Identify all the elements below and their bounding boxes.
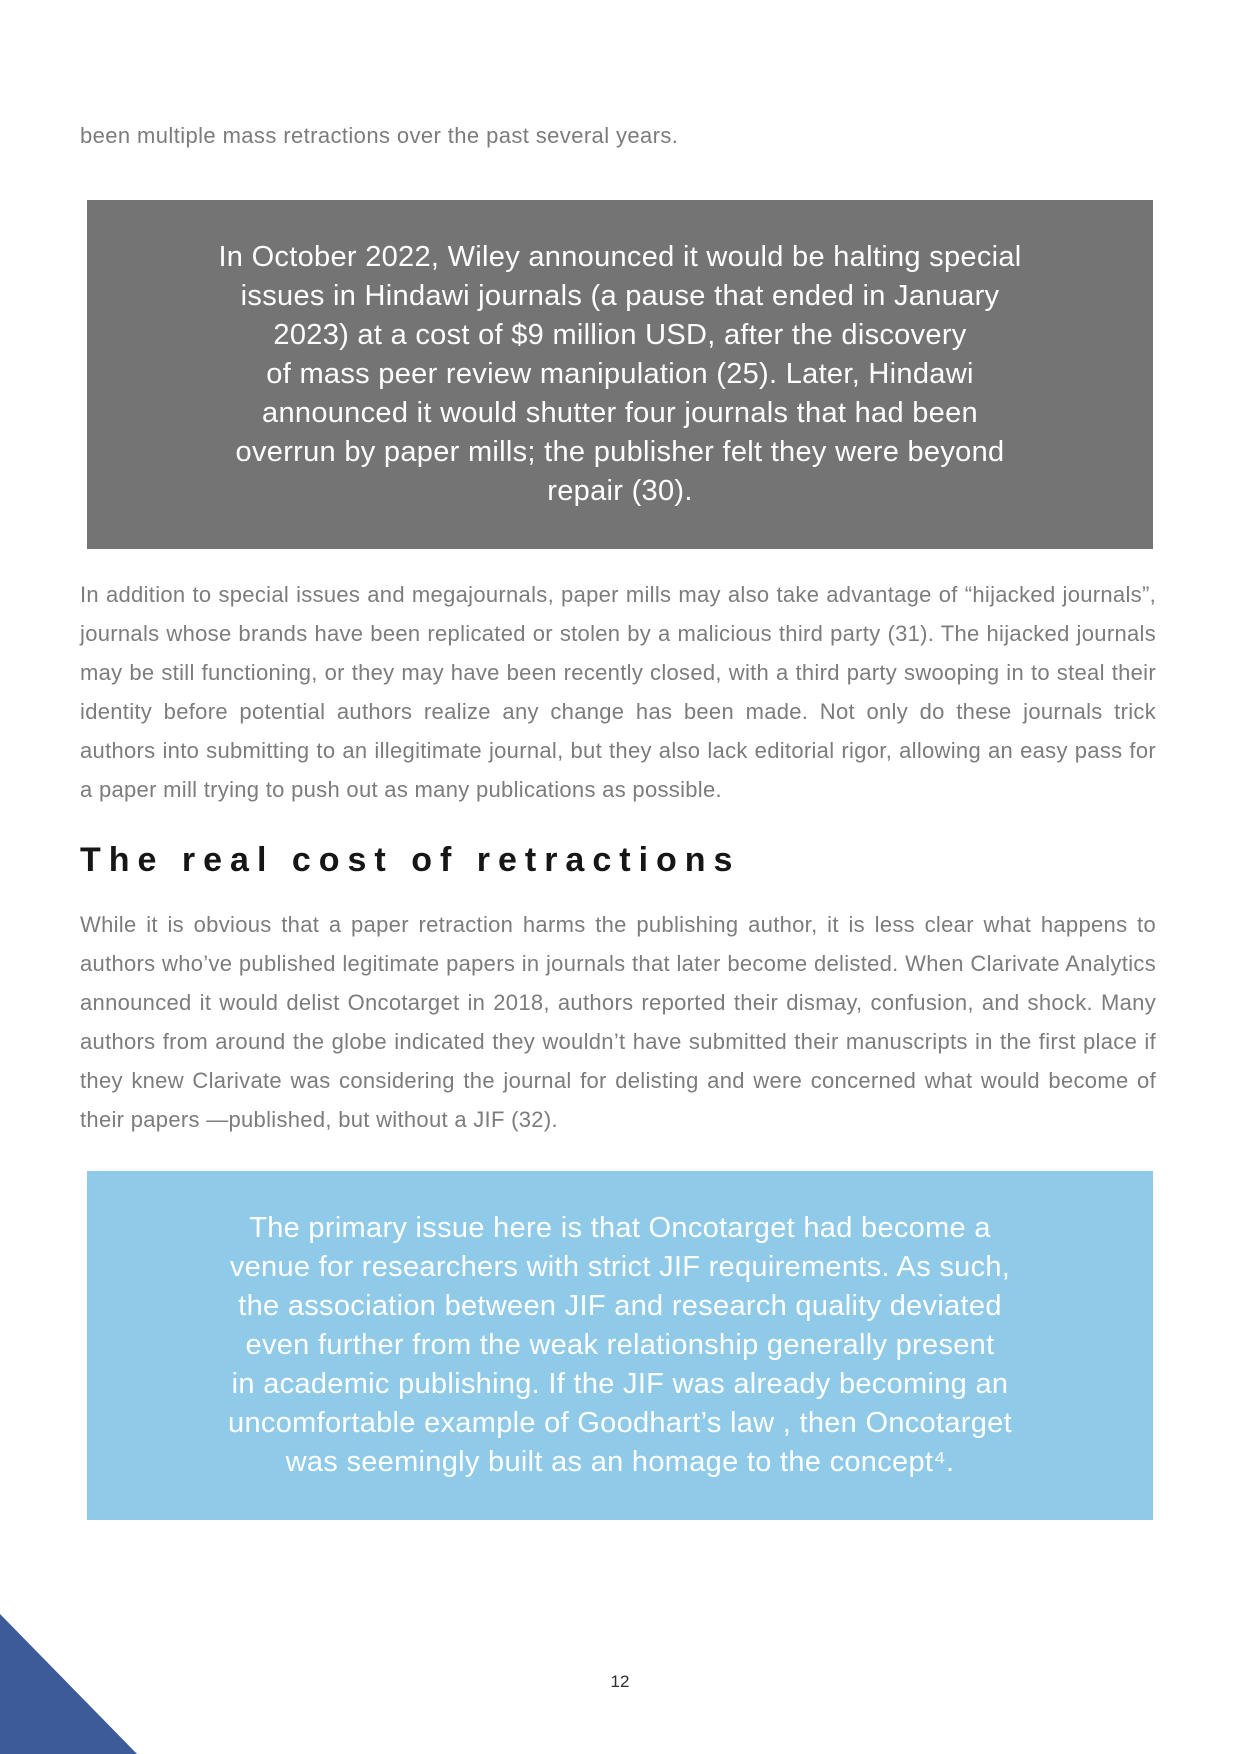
callout-line: was seemingly built as an homage to the concept⁴. (285, 1446, 955, 1478)
intro-continuation-text: been multiple mass retractions over the past several years. (80, 123, 679, 148)
callout-line: 2023) at a cost of $9 million USD, after the discovery (273, 319, 967, 351)
callout-line: in academic publishing. If the JIF was already becoming an (231, 1368, 1009, 1400)
blue-callout-box (87, 1171, 1153, 1520)
callout-line: announced it would shutter four journals that had been (262, 397, 978, 429)
section-heading: The real cost of retractions (80, 841, 741, 879)
callout-line: The primary issue here is that Oncotarget had become a (249, 1212, 991, 1244)
callout-line: overrun by paper mills; the publisher felt they were beyond (235, 436, 1005, 468)
callout-line: even further from the weak relationship generally present (245, 1329, 995, 1361)
gray-callout-box (87, 200, 1153, 549)
paragraph-hijacked-journals: In addition to special issues and megajournals, paper mills may also take advantage of “hijacked journals”, journals whose brands have been replicated or stolen by a malicious third party (31). The hijacked journals may be still functioning, or they may have been recently closed, with a third party swooping in to steal their identity before potential authors realize any change has been made. Not only do these journals trick authors into submitting to an illegitimate journal, but they also lack editorial rigor, allowing an easy pass for a paper mill trying to push out as many publications as possible. (80, 582, 1156, 802)
callout-line: issues in Hindawi journals (a pause that ended in January (240, 280, 1000, 312)
callout-line: uncomfortable example of Goodhart’s law , then Oncotarget (228, 1407, 1012, 1439)
callout-line: In October 2022, Wiley announced it would be halting special (218, 241, 1022, 273)
callout-line: repair (30). (547, 475, 693, 507)
paragraph-retraction-cost: While it is obvious that a paper retraction harms the publishing author, it is less clear what happens to authors who’ve published legitimate papers in journals that later become delisted. When Clarivate Analytics announced it would delist Oncotarget in 2018, authors reported their dismay, confusion, and shock. Many authors from around the globe indicated they wouldn’t have submitted their manuscripts in the first place if they knew Clarivate was considering the journal for delisting and were concerned what would become of their papers —published, but without a JIF (32). (80, 912, 1156, 1132)
callout-line: the association between JIF and research quality deviated (238, 1290, 1002, 1322)
page-number: 12 (610, 1672, 630, 1691)
callout-line: venue for researchers with strict JIF requirements. As such, (229, 1251, 1011, 1283)
callout-line: of mass peer review manipulation (25). Later, Hindawi (266, 358, 974, 390)
